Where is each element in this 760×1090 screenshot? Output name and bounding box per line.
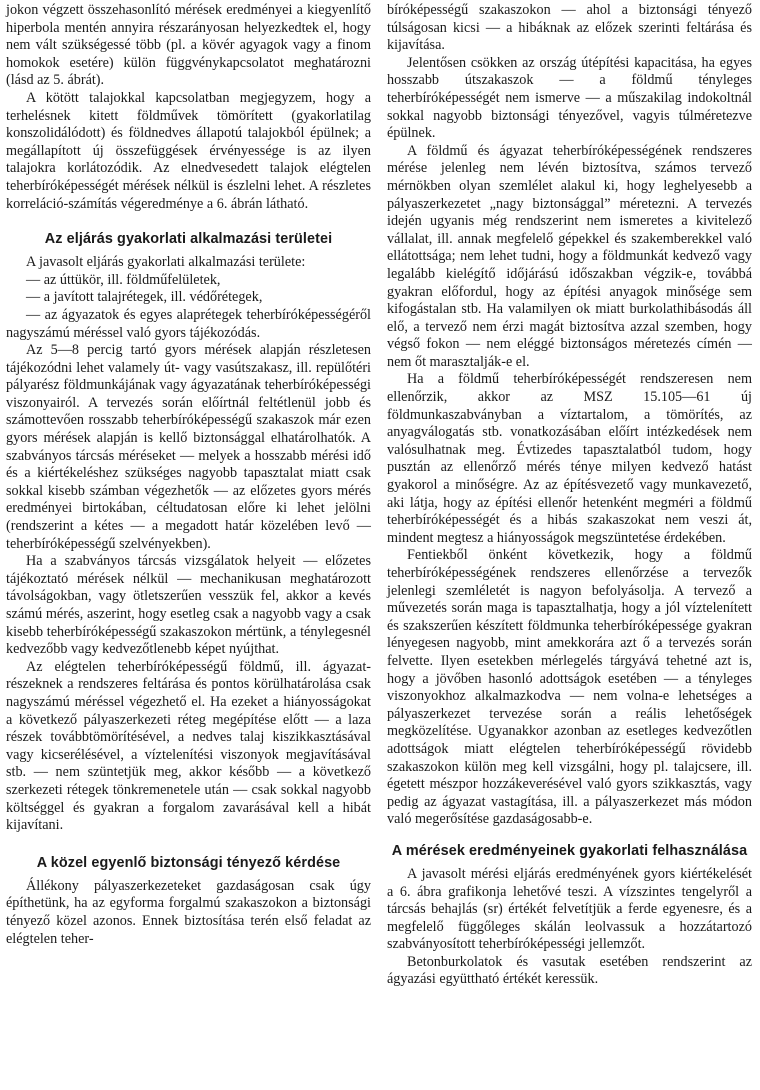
paragraph: jokon végzett összehasonlító mérések eredményei a kiegyenlítő hiperbola mentén annyira részarányosan helyezkedtek el, hogy nem vált szükségessé több (pl. a kövér agyagok vagy a finom homokok esetére) külön függvénykapcsolatot meghatározni (lásd az 5. ábrát). (6, 2, 371, 89)
paragraph: A kötött talajokkal kapcsolatban megjegyzem, hogy a terhelésnek kitett földművek tömörített (gyakorlatilag konszolidálódott) és földnedves állapotú talajokból épülnek; a megállapított új összefüggések érvényessége is az ilyen talajokra korlátozódik. Az elnedvesedett talajok elégtelen teherbíróképességét mérések nélkül is észlelni lehet. A részletes korreláció-számítás végeredménye a 6. ábrán látható. (6, 89, 371, 212)
paragraph: Az elégtelen teherbíróképességű földmű, ill. ágyazat-részeknek a rendszeres feltárása és pontos körülhatárolása csak nagyszámú méréssel végezhető el. Ha ezeket a hiányosságokat a következő pályaszerkezeti réteg megépítése előtt — a laza részek továbbtömörítésével, a nedves talaj kiszikkasztásával vagy kicserélésével, a víztelenítési viszonyok megjavításával stb. — nem szüntetjük meg, akkor később — a következő szerkezeti rétegek tönkremenetele után — csak sokkal nagyobb költséggel és gyakran a forgalom zavarásával kell a hibát kijavítani. (6, 658, 371, 834)
section-heading: A mérések eredményeinek gyakorlati felhasználása (391, 842, 748, 859)
paragraph: Ha a szabványos tárcsás vizsgálatok helyeit — előzetes tájékoztató mérések nélkül — mechanikusan meghatározott távolságokban, vagy ötletszerűen vesszük fel, akkor a kevés számú mérés, aszerint, hogy esetleg csak a nagyobb vagy a csak kisebb teherbíróképességű szakaszokon mértünk, a ténylegesnél kedvezőbb vagy kedvezőtlenebb képet nyújthat. (6, 553, 371, 658)
paragraph: A javasolt mérési eljárás eredményének gyors kiértékelését a 6. ábra grafikonja lehetővé teszi. A vízszintes tengelyről a tárcsás behajlás (sr) értékét felvetítjük a ferde egyenesre, és a megfelelő függőleges skálán leolvassuk a hozzátartozó szabványosított teherbíróképességi jellemzőt. (387, 865, 752, 953)
paragraph: Betonburkolatok és vasutak esetében rendszerint az ágyazási együttható értékét keressük. (387, 953, 752, 988)
paragraph: Ha a földmű teherbíróképességét rendszeresen nem ellenőrzik, akkor az MSZ 15.105—61 új földmunkaszabványban a víztartalom, a tömörítés, az anyagválogatás stb. vonatkozásában előírt intézkedések nem valósulhatnak meg. Évtizedes tapasztalatból tudom, hogy pusztán az ellenőrző mérés ténye milyen kedvező hatást gyakorol a minőségre. Az az építésvezető vagy munkavezető, aki látja, hogy az építési ellenőr hetenként megméri a földmű teherbíróképességét és a hibás szakaszokat nem veszi át, mindent megtesz a hiányosságok megszüntetése érdekében. (387, 371, 752, 546)
paragraph: bíróképességű szakaszokon — ahol a biztonsági tényező túlságosan kicsi — a hibáknak az előzek szerinti feltárása és kijavítása. (387, 2, 752, 54)
right-column (387, 2, 752, 1090)
paragraph: Fentiekből önként következik, hogy a földmű teherbíróképességének rendszeres ellenőrzése a tervezők jelenlegi szemléletét is nagyon befolyásolja. A tervező a művezetés során maga is tapasztalhatja, hogy a jól víztelenített és szakszerűen készített földmunka teherbíróképessége gyakran lényegesen nagyobb, mint amekkorára azt ő a tervezés során felvette. Ilyen esetekben mérlegelés tárgyává tehetné azt is, hogy a jövőben hasonló adottságok esetében — a tényleges viszonyokhoz alkalmazkodva — nem volna-e lehetséges a pályaszerkezet tervezése során a reális lehetőségek megközelítése. Ugyanakkor azonban az esetleges kedvezőtlen adottságok miatt elégtelen teherbíróképességű rövidebb szakaszokon külön meg kell vizsgálni, hogy pl. talajcsere, ill. égetett mészpor hozzákeverésével való gyors szikkasztás, vagy pedig az ágyazat vastagítása, ill. a pályaszerkezet más módon való megerősítése gazdaságosabb-e. (387, 547, 752, 828)
paragraph: A javasolt eljárás gyakorlati alkalmazási területe: (26, 254, 306, 271)
paragraph: Állékony pályaszerkezeteket gazdaságosan csak úgy építhetünk, ha az egyforma forgalmú szakaszokon a biztonsági tényező közel azonos. Ennek biztosítása terén első feladat az elégtelen teher- (6, 877, 371, 947)
list-item: — az úttükör, ill. földműfelületek, (26, 271, 221, 288)
left-column (6, 2, 371, 1090)
section-heading: A közel egyenlő biztonsági tényező kérdése (36, 854, 341, 871)
paragraph: A földmű és ágyazat teherbíróképességének rendszeres mérése jelenleg nem lévén biztosítva, számos tervező mérnökben olyan szemlélet alakul ki, hogy leghelyesebb a pályaszerkezetet „nagy biztonsággal” méretezni. A tervezés idején ugyanis még rendszerint nem ismeretes a kivitelező vállalat, ill. annak megfelelő gépekkel és szakemberekkel való ellátottsága; nem lehet tudni, hogy a földmunkát kedvező vagy legalább kielégítő időjárású időszakban végzik-e, továbbá gyakran előfordul, hogy az építési anyagok minősége sem kifogástalan stb. Ha valamilyen ok miatt burkolathibásodás áll elő, a tervező nem érzi magát biztosítva azzal szemben, hogy végső fokon — nem eléggé biztonságos méretezés címén — nem őt marasztalják-e el. (387, 142, 752, 370)
list-item: — a javított talajrétegek, ill. védőrétegek, (26, 289, 263, 306)
list-item: — az ágyazatok és egyes alaprétegek teherbíróképességéről nagyszámú méréssel való gyors tájékozódás. (6, 306, 371, 341)
paragraph: Jelentősen csökken az ország útépítési kapacitása, ha egyes hosszabb útszakaszok — a földmű tényleges teherbíróképességét nem ismerve — a műszakilag indokoltnál sokkal nagyobb biztonsági tényezővel, vagyis túlméretezve épülnek. (387, 54, 752, 142)
section-heading: Az eljárás gyakorlati alkalmazási területei (44, 231, 333, 248)
paragraph: Az 5—8 percig tartó gyors mérések alapján részletesen tájékozódni lehet valamely út- vagy vasútszakasz, ill. repülőtéri pályarész földmunkájának vagy ágyazatának teherbíróképességi viszonyairól. A tervezés során előírtnál feltétlenül jobb és számottevően rosszabb teherbíróképességű szakaszok már ezen gyors mérések alapján is kellő biztonsággal elhatárolhatók. A szabványos tárcsás méréseket — melyek a hosszabb mérési idő és a kiértékeléshez szükséges nagyobb tapasztalat miatt csak sokkal kisebb számban végezhetők — az előzetes gyors mérés eredményei birtokában, céltudatosan előre ki lehet jelölni (rendszerint a kétes — a megadott határ közelében levő — teherbíróképességű szelvényekben). (6, 342, 371, 552)
